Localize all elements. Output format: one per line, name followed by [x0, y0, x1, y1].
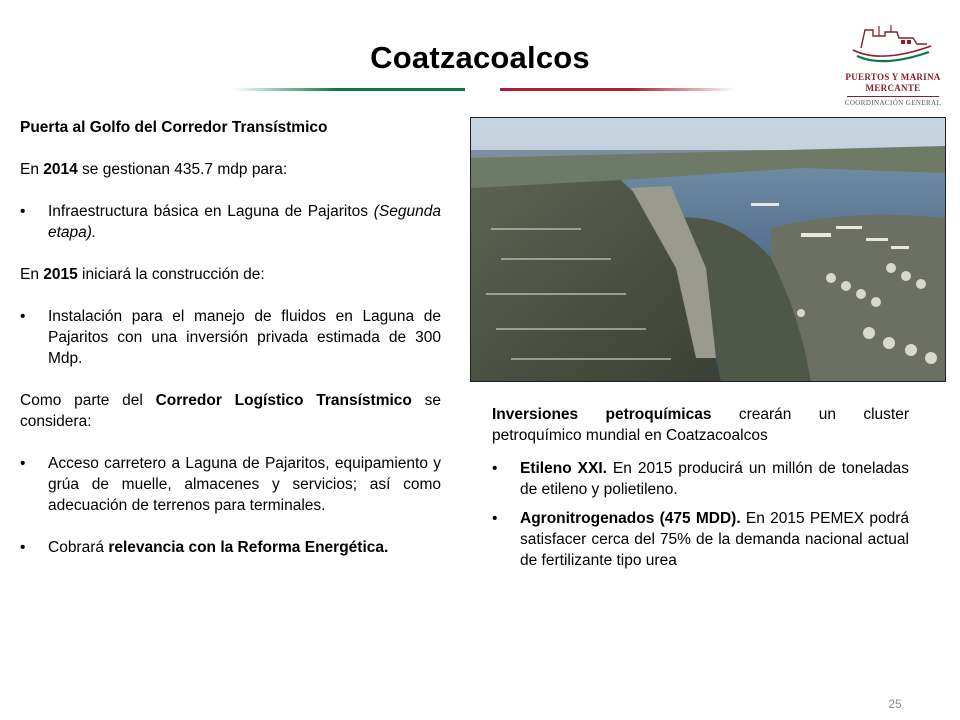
bullet-agronitrogenados: • Agronitrogenados (475 MDD). En 2015 PEMEX podrá satisfacer cerca del 75% de la demanda nacional actual de fertilizante tipo urea	[492, 510, 910, 569]
title-underline-green	[232, 88, 465, 91]
bullet-reforma: • Cobrará relevancia con la Reforma Energética.	[20, 539, 389, 556]
right-column	[492, 404, 909, 579]
logo-text-line3: COORDINACIÓN GENERAL	[844, 99, 942, 107]
paragraph-2014: En 2014 se gestionan 435.7 mdp para:	[20, 161, 288, 178]
title-underline-red	[500, 88, 736, 91]
logo-divider	[847, 96, 939, 97]
page-title: Coatzacoalcos	[370, 40, 590, 75]
bullet-marker: •	[20, 203, 26, 220]
bullet-marker: •	[20, 308, 26, 325]
aerial-port-photo	[470, 117, 946, 382]
puertos-logo	[843, 22, 943, 112]
bullet-infraestructura: • Infraestructura básica en Laguna de Pajaritos (Segunda etapa).	[20, 203, 441, 241]
bullet-etileno: • Etileno XXI. En 2015 producirá un millón de toneladas de etileno y polietileno.	[492, 460, 910, 498]
paragraph-petroquimicas: Inversiones petroquímicas crearán un cluster petroquímico mundial en Coatzacoalcos	[492, 406, 909, 444]
bullet-acceso: • Acceso carretero a Laguna de Pajaritos, equipamiento y grúa de muelle, almacenes y servicios; así como adecuación de terrenos para terminales.	[20, 455, 441, 514]
logo-text-line1: PUERTOS Y MARINA	[845, 72, 941, 82]
page-number: 25	[888, 697, 902, 711]
bullet-marker: •	[20, 539, 26, 556]
left-heading: Puerta al Golfo del Corredor Transístmico	[20, 119, 328, 136]
left-column	[20, 117, 441, 579]
paragraph-2015: En 2015 iniciará la construcción de:	[20, 266, 265, 283]
ship-icon	[843, 22, 943, 72]
bullet-instalacion: • Instalación para el manejo de fluidos en Laguna de Pajaritos con una inversión privada estimada de 300 Mdp.	[20, 308, 441, 367]
logo-text-line2: MERCANTE	[865, 83, 921, 93]
bullet-marker: •	[492, 460, 498, 477]
bullet-marker: •	[20, 455, 26, 472]
paragraph-corredor: Como parte del Corredor Logístico Transístmico se considera:	[20, 392, 441, 430]
bullet-marker: •	[492, 510, 498, 527]
